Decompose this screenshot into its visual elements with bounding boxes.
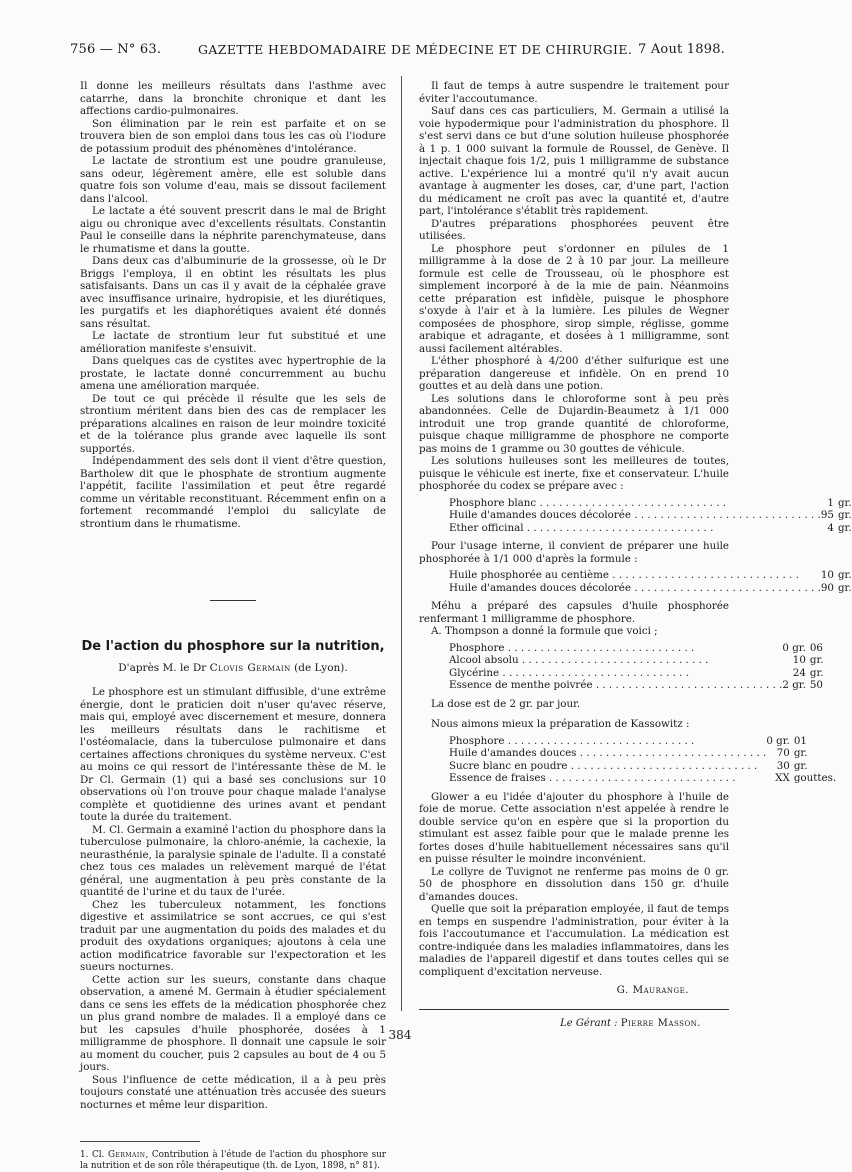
paragraph: Le phosphore peut s'ordonner en pilules de 1 milligramme à la dose de 2 à 10 par jour. La meilleure formule est celle de Trousseau, où le phosphore est simplement incorporé à de la mie de pain. Néanmoins cette préparation est infidèle, puisque le phosphore s'oxyde à l'air et à la lumière. Les pilules de Wegner composées de phosphore, sirop simple, réglisse, gomme arabique et adragante, et dosées à 1 milligramme, sont aussi facilement altérables. xyxy=(419,242,729,355)
recipe-row xyxy=(449,569,852,582)
paragraph: Le lactate a été souvent prescrit dans le mal de Bright aigu ou chronique avec d'excellents résultats. Constantin Paul le conseille dans la néphrite parenchymateuse, dans le rhumatisme et dans la goutte. xyxy=(80,205,386,255)
recipe-item: Huile d'amandes douces . . . xyxy=(449,747,766,760)
paragraph: Pour l'usage interne, il convient de préparer une huile phosphorée à 1/1 000 d'après la formule : xyxy=(419,540,729,565)
recipe-row xyxy=(449,497,852,510)
left-column xyxy=(80,80,386,1172)
recipe-quantity: 24 xyxy=(792,666,806,679)
paragraph: Méhu a préparé des capsules d'huile phosphorée renfermant 1 milligramme de phosphore. xyxy=(419,600,729,625)
recipe-item: Huile d'amandes douces décolorée . . . xyxy=(449,509,821,522)
recipe-row xyxy=(449,735,836,748)
article-signature: G. Maurange. xyxy=(616,984,689,996)
recipe-thompson xyxy=(449,642,824,692)
paragraph: Il donne les meilleurs résultats dans l'asthme avec catarrhe, dans la bronchite chronique et dant les affections cardio-pulmonaires. xyxy=(80,80,386,117)
recipe-unit: 50 xyxy=(809,679,823,691)
recipe-item: Alcool absolu . . . xyxy=(449,654,782,667)
byline-suffix: (de Lyon). xyxy=(294,661,348,674)
recipe-row xyxy=(449,642,824,655)
paragraph: Le lactate de strontium est une poudre granuleuse, sans odeur, légèrement amère, elle est soluble dans quatre fois son volume d'eau, mais se dissout facilement dans l'alcool. xyxy=(80,155,386,205)
header-issue: 756 — N° 63. xyxy=(70,42,162,57)
recipe-item: Glycérine . . . xyxy=(449,667,782,680)
recipe-quantity: 0 gr. xyxy=(766,734,790,747)
recipe-kassowitz xyxy=(449,735,836,785)
paragraph: Chez les tuberculeux notamment, les fonctions digestive et assimilatrice se sont accrues, ce qui s'est traduit par une augmentation du poids des malades et du produit des oxydations organiques; ajoutons à cela une action modificatrice favorable sur l'expectoration et les sueurs nocturnes. xyxy=(80,898,386,973)
article-byline xyxy=(80,662,386,675)
footnote-author: Germain xyxy=(107,1150,146,1160)
recipe-quantity: XX xyxy=(775,772,790,784)
recipe-unit: gouttes. xyxy=(793,772,837,784)
recipe-codex xyxy=(449,497,852,535)
byline-prefix: D'après M. le Dr xyxy=(118,661,207,674)
recipe-row xyxy=(449,509,852,522)
footnote xyxy=(80,1150,386,1172)
recipe-quantity: 10 xyxy=(820,569,834,581)
recipe-item: Phosphore . . . xyxy=(449,642,782,655)
section-separator xyxy=(210,600,256,601)
footnote-prefix: 1. Cl. xyxy=(80,1150,105,1160)
paragraph: Les solutions huileuses sont les meilleures de toutes, puisque le véhicule est inerte, fixe et conservateur. L'huile phosphorée du codex se prépare avec : xyxy=(419,455,729,492)
recipe-quantity: 90 xyxy=(820,581,834,594)
paragraph: De tout ce qui précède il résulte que les sels de strontium méritent dans bien des cas de remplacer les préparations alcalines en raison de leur moindre toxicité et de la tolérance plus grande avec laquelle ils sont supportés. xyxy=(80,392,386,455)
footnote-rule xyxy=(80,1141,200,1142)
page-number: 384 xyxy=(388,1028,412,1042)
gerant-label: Le Gérant : xyxy=(560,1017,618,1029)
recipe-row xyxy=(449,582,852,595)
recipe-quantity: 10 xyxy=(792,654,806,666)
recipe-unit: gr. xyxy=(837,496,852,509)
gerant-name: Pierre Masson. xyxy=(620,1017,701,1029)
recipe-quantity: 4 xyxy=(827,521,834,534)
recipe-internal xyxy=(449,569,852,594)
column-divider xyxy=(401,76,402,1011)
recipe-unit: 01 xyxy=(793,734,807,747)
paragraph: Le lactate de strontium leur fut substitué et une amélioration manifeste s'ensuivit. xyxy=(80,330,386,355)
recipe-unit: gr. xyxy=(793,759,808,772)
recipe-unit: gr. xyxy=(837,569,852,581)
right-column xyxy=(419,80,852,1030)
recipe-item: Huile d'amandes douces décolorée . . . xyxy=(449,582,821,595)
paragraph: Sous l'influence de cette médication, il a à peu près toujours constaté une atténuation très accusée des sueurs nocturnes et même leur disparition. xyxy=(80,1073,386,1111)
recipe-item: Ether officinal . . . xyxy=(449,522,821,535)
recipe-unit: gr. xyxy=(837,581,852,594)
paragraph: Glower a eu l'idée d'ajouter du phosphore à l'huile de foie de morue. Cette association n'est appelée à rendre le double service qu'on en espère que si la proportion du stimulant est assez faible pour que le malade prenne les fortes doses d'huile habituellement nécessaires sans qu'il en puisse résulter le moindre inconvénient. xyxy=(419,790,729,865)
paragraph: Il faut de temps à autre suspendre le traitement pour éviter l'accoutumance. xyxy=(419,80,729,105)
recipe-row xyxy=(449,654,824,667)
paragraph: A. Thompson a donné la formule que voici ; xyxy=(431,625,658,637)
recipe-row xyxy=(449,747,836,760)
recipe-row xyxy=(449,772,836,785)
recipe-row xyxy=(449,679,824,692)
recipe-quantity: 0 gr. xyxy=(782,641,806,654)
recipe-unit: gr. xyxy=(809,654,824,666)
paragraph: Son élimination par le rein est parfaite et on se trouvera bien de son emploi dans tous les cas où l'iodure de potassium produit des phénomènes d'intolérance. xyxy=(80,117,386,155)
paragraph: Le phosphore est un stimulant diffusible, d'une extrême énergie, dont le praticien doit n'user qu'avec réserve, mais qui, employé avec discernement et mesure, donnera les meilleurs résultats dans le rachitisme et l'ostéomalacie, dans la tuberculose pulmonaire et dans certaines affections chroniques du système nerveux. C'est au moins ce qui ressort de l'intéressante thèse de M. le Dr Cl. Germain (1) qui a basé ses conclusions sur 10 observations où l'on trouve pour chaque malade l'analyse complète et quotidienne des urines avant et pendant toute la durée du traitement. xyxy=(80,686,386,823)
recipe-item: Sucre blanc en poudre . . . xyxy=(449,760,766,773)
recipe-item: Phosphore . . . xyxy=(449,735,766,748)
recipe-unit: gr. xyxy=(793,747,808,759)
paragraph: D'autres préparations phosphorées peuvent être utilisées. xyxy=(419,217,729,242)
recipe-unit: gr. xyxy=(837,521,852,534)
header-date: 7 Aout 1898. xyxy=(638,42,725,57)
recipe-row xyxy=(449,667,824,680)
recipe-item: Huile phosphorée au centième . . . xyxy=(449,569,821,582)
paragraph: Les solutions dans le chloroforme sont à peu près abandonnées. Celle de Dujardin-Beaumetz à 1/1 000 introduit une trop grande quantité de chloroforme, puisque chaque milligramme de phosphore ne comporte pas moins de 1 gramme ou 30 gouttes de véhicule. xyxy=(419,392,729,455)
recipe-item: Essence de fraises . . . xyxy=(449,772,766,785)
paragraph: Le collyre de Tuvignot ne renferme pas moins de 0 gr. 50 de phosphore en dissolution dans 150 gr. d'huile d'amandes douces. xyxy=(419,865,729,903)
paragraph: Dans deux cas d'albuminurie de la grossesse, où le Dr Briggs l'employa, il en obtint les résultats les plus satisfaisants. Dans un cas il y avait de la céphalée grave avec insuffisance urinaire, hydropisie, et les diurétiques, les purgatifs et les diaphorétiques avaient été donnés sans résultat. xyxy=(80,255,386,330)
recipe-quantity: 2 gr. xyxy=(782,679,806,691)
paragraph: Nous aimons mieux la préparation de Kassowitz : xyxy=(431,718,690,730)
paragraph: L'éther phosphoré à 4/200 d'éther sulfurique est une préparation dangereuse et infidèle. On en prend 10 gouttes et au delà dans une potion. xyxy=(419,355,729,392)
running-header xyxy=(70,38,725,60)
byline-author: Clovis Germain xyxy=(209,661,291,674)
paragraph: Dans quelques cas de cystites avec hypertrophie de la prostate, le lactate donné concurremment au buchu amena une amélioration marquée. xyxy=(80,355,386,392)
header-journal-title: GAZETTE HEBDOMADAIRE DE MÉDECINE ET DE CHIRURGIE. xyxy=(198,42,633,57)
paragraph: Indépendamment des sels dont il vient d'être question, Bartholew dit que le phosphate de strontium augmente l'appétit, facilite l'assimilation et peut être regardé comme un véritable reconstituant. Récemment enfin on a fortement recommandé l'emploi du salicylate de strontium dans le rhumatisme. xyxy=(80,455,386,530)
paragraph: Quelle que soit la préparation employée, il faut de temps en temps en suspendre l'administration, pour éviter à la fois l'accoutumance et l'accumulation. La médication est contre-indiquée dans les maladies inflammatoires, dans les maladies de l'appareil digestif et dans toutes celles qui se compliquent d'excitation nerveuse. xyxy=(419,903,729,978)
paragraph: M. Cl. Germain a examiné l'action du phosphore dans la tuberculose pulmonaire, la chloro-anémie, la cachexie, la neurasthénie, la paralysie spinale de l'adulte. Il a constaté chez tous ces malades un relèvement marqué de l'état général, une augmentation à peu près constante de la quantité de l'urine et du taux de l'urée. xyxy=(80,823,386,898)
paragraph: Cette action sur les sueurs, constante dans chaque observation, a amené M. Germain à étudier spécialement dans ce sens les effets de la médication phosphorée chez un plus grand nombre de malades. Il a employé dans ce but les capsules d'huile phosphorée, dosées à 1 milligramme de phosphore. Il donnait une capsule le soir au moment du coucher, puis 2 capsules au bout de 4 ou 5 jours. xyxy=(80,973,386,1073)
paragraph: La dose est de 2 gr. par jour. xyxy=(431,697,581,710)
recipe-row xyxy=(449,522,852,535)
recipe-quantity: 95 xyxy=(820,509,834,521)
recipe-quantity: 1 xyxy=(827,496,834,509)
paragraph: Sauf dans ces cas particuliers, M. Germain a utilisé la voie hypodermique pour l'administration du phosphore. Il s'est servi dans ce but d'une solution huileuse phosphorée à 1 p. 1 000 suivant la formule de Roussel, de Genève. Il injectait chaque fois 1/2, puis 1 milligramme de substance active. L'expérience lui a montré qu'il n'y avait aucun avantage à augmenter les doses, car, d'une part, l'action du médicament ne croît pas avec la quantité et, d'autre part, l'intolérance s'établit très rapidement. xyxy=(419,105,729,217)
recipe-item: Essence de menthe poivrée . . . xyxy=(449,679,782,692)
recipe-unit: 06 xyxy=(809,641,823,654)
recipe-quantity: 70 xyxy=(776,747,790,759)
recipe-unit: gr. xyxy=(837,509,852,521)
recipe-item: Phosphore blanc . . . xyxy=(449,497,821,510)
recipe-unit: gr. xyxy=(809,666,824,679)
gerant-rule xyxy=(419,1009,729,1010)
footnote-text: , Contribution à l'étude de l'action du phosphore sur la nutrition et de son rôle thérapeutique (th. de Lyon, 1898, n° 81). xyxy=(80,1150,387,1171)
recipe-row xyxy=(449,760,836,773)
recipe-quantity: 30 xyxy=(776,759,790,772)
article-title: De l'action du phosphore sur la nutrition, xyxy=(81,639,385,654)
